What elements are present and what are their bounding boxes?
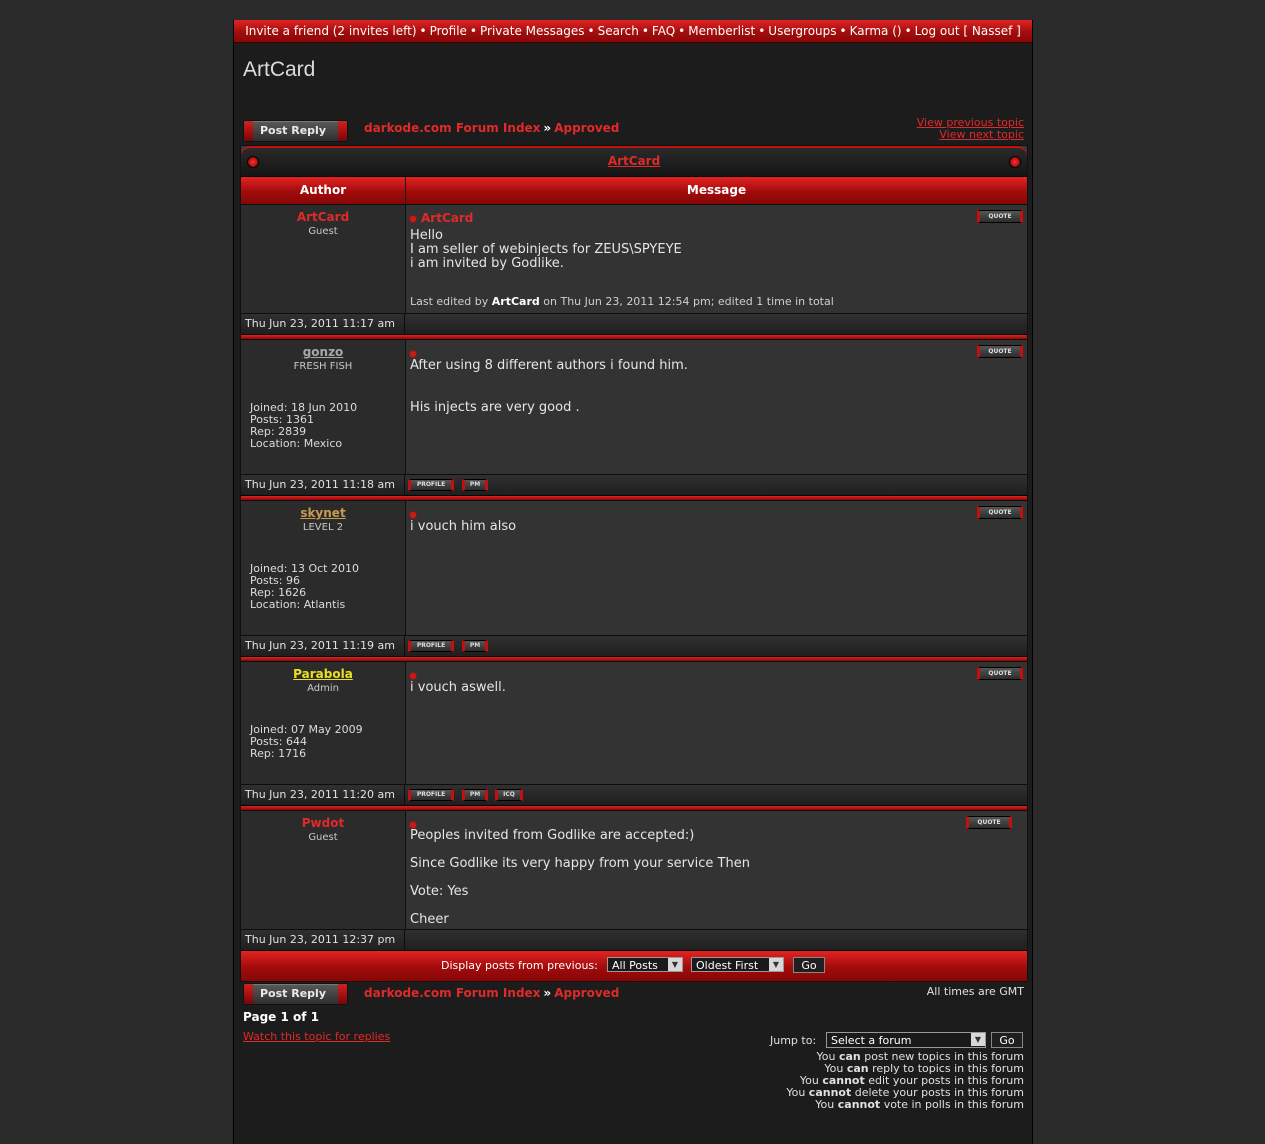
post-author-cell xyxy=(241,205,406,313)
nav-invite[interactable]: Invite a friend (2 invites left) xyxy=(245,24,417,38)
post-body: i vouch him also xyxy=(410,519,517,534)
post-bullet-icon xyxy=(410,351,416,357)
author-info: Joined: 18 Jun 2010 Posts: 1361 Rep: 2839 Location: Mexico xyxy=(250,401,358,450)
breadcrumb-index[interactable]: darkode.com Forum Index xyxy=(364,986,541,1000)
author-info: Joined: 13 Oct 2010 Posts: 96 Rep: 1626 Location: Atlantis xyxy=(250,562,359,611)
post-message-cell xyxy=(406,205,1027,313)
author-rank: FRESH FISH xyxy=(293,361,353,372)
post-message-cell xyxy=(406,811,1027,929)
post-message-cell xyxy=(406,662,1027,784)
page-info: Page 1 of 1 xyxy=(243,1010,319,1024)
quote-button[interactable]: QUOTE xyxy=(977,345,1023,358)
post-date: Thu Jun 23, 2011 11:18 am xyxy=(241,475,405,495)
post-date: Thu Jun 23, 2011 11:17 am xyxy=(241,314,405,334)
post-bullet-icon xyxy=(410,822,416,828)
author-name[interactable]: Parabola xyxy=(293,667,353,681)
icq-button[interactable]: ICQ xyxy=(495,789,523,801)
page-container xyxy=(233,20,1033,1144)
topic-table xyxy=(240,145,1028,982)
post-author-cell xyxy=(241,340,406,474)
post-date: Thu Jun 23, 2011 11:19 am xyxy=(241,636,405,656)
view-previous-topic-link[interactable]: View previous topic xyxy=(916,116,1024,129)
nav-logout[interactable]: Log out [ Nassef ] xyxy=(914,24,1021,38)
profile-button[interactable]: PROFILE xyxy=(408,479,454,491)
chevron-down-icon: ▼ xyxy=(971,1033,985,1046)
nav-memberlist[interactable]: Memberlist xyxy=(688,24,756,38)
post-author-cell xyxy=(241,811,406,929)
author-rank: Guest xyxy=(308,832,338,843)
breadcrumb-forum[interactable]: Approved xyxy=(554,986,620,1000)
post-row xyxy=(241,500,1027,635)
author-rank: Guest xyxy=(308,226,338,237)
quote-button[interactable]: QUOTE xyxy=(977,210,1023,223)
post-footer xyxy=(241,929,1027,950)
nav-search[interactable]: Search xyxy=(597,24,639,38)
author-rank: Admin xyxy=(307,683,339,694)
post-footer xyxy=(241,474,1027,495)
post-footer xyxy=(241,313,1027,334)
breadcrumb-index[interactable]: darkode.com Forum Index xyxy=(364,121,541,135)
pm-button[interactable]: PM xyxy=(462,640,488,652)
quote-button[interactable]: QUOTE xyxy=(977,506,1023,519)
post-row xyxy=(241,661,1027,784)
breadcrumb: darkode.com Forum Index » Approved xyxy=(364,121,620,135)
post-row xyxy=(241,339,1027,474)
profile-button[interactable]: PROFILE xyxy=(408,789,454,801)
topic-navigation xyxy=(917,117,1024,141)
post-body: Hello I am seller of webinjects for ZEUS\SPYEYE i am invited by Godlike. xyxy=(410,228,682,271)
author-name[interactable]: skynet xyxy=(300,506,346,520)
edited-note: Last edited by ArtCard on Thu Jun 23, 2011 12:54 pm; edited 1 time in total xyxy=(410,295,834,308)
post-footer xyxy=(241,635,1027,656)
bar-rivet-icon xyxy=(1009,156,1021,168)
watch-topic-link[interactable]: Watch this topic for replies xyxy=(243,1030,391,1043)
display-options-bar xyxy=(241,950,1027,981)
breadcrumb-forum[interactable]: Approved xyxy=(554,121,620,135)
profile-button[interactable]: PROFILE xyxy=(408,640,454,652)
pm-button[interactable]: PM xyxy=(462,789,488,801)
permission-line: You cannot edit your posts in this forum xyxy=(799,1074,1024,1087)
post-bullet-icon xyxy=(410,216,416,222)
nav-faq[interactable]: FAQ xyxy=(651,24,676,38)
author-info: Joined: 07 May 2009 Posts: 644 Rep: 1716 xyxy=(250,723,363,760)
sort-order-select[interactable]: Oldest First ▼ xyxy=(691,957,784,972)
top-navigation: Invite a friend (2 invites left) • Profile • Private Messages • Search • FAQ • Memberlist • Usergroups • Karma () • Log out [ Nassef ] xyxy=(234,20,1032,43)
chevron-down-icon: ▼ xyxy=(668,958,682,971)
post-footer xyxy=(241,784,1027,805)
page-title: ArtCard xyxy=(243,58,316,81)
display-go-button[interactable]: Go xyxy=(793,957,825,973)
topic-title-link[interactable]: ArtCard xyxy=(607,154,661,168)
post-body: After using 8 different authors i found him. His injects are very good . xyxy=(410,358,688,415)
post-body: i vouch aswell. xyxy=(410,680,506,695)
post-row xyxy=(241,810,1027,929)
quote-button[interactable]: QUOTE xyxy=(977,667,1023,680)
header-author: Author xyxy=(241,177,406,204)
nav-private-messages[interactable]: Private Messages xyxy=(480,24,585,38)
post-reply-button-bottom[interactable]: Post Reply xyxy=(243,983,348,1005)
quote-button[interactable]: QUOTE xyxy=(966,816,1012,829)
timezone-note: All times are GMT xyxy=(926,985,1024,998)
topic-title-bar xyxy=(241,146,1027,176)
view-next-topic-link[interactable]: View next topic xyxy=(939,128,1024,141)
post-row xyxy=(241,204,1027,313)
author-name[interactable]: ArtCard xyxy=(296,210,350,224)
jump-forum-select[interactable]: Select a forum ▼ xyxy=(826,1032,986,1048)
breadcrumb-bottom: darkode.com Forum Index » Approved xyxy=(364,986,620,1000)
author-rank: LEVEL 2 xyxy=(302,522,344,533)
header-message: Message xyxy=(686,183,747,197)
pm-button[interactable]: PM xyxy=(462,479,488,491)
post-title: ArtCard xyxy=(410,211,473,225)
post-author-cell xyxy=(241,662,406,784)
nav-usergroups[interactable]: Usergroups xyxy=(768,24,837,38)
jump-label: Jump to: xyxy=(770,1034,817,1047)
permission-line: You can reply to topics in this forum xyxy=(824,1062,1024,1075)
post-date: Thu Jun 23, 2011 11:20 am xyxy=(241,785,405,805)
author-name[interactable]: Pwdot xyxy=(301,816,345,830)
chevron-down-icon: ▼ xyxy=(769,958,783,971)
posts-range-select[interactable]: All Posts ▼ xyxy=(607,957,683,972)
post-author-cell xyxy=(241,501,406,635)
post-message-cell xyxy=(406,340,1027,474)
permission-line: You cannot vote in polls in this forum xyxy=(815,1098,1024,1111)
post-reply-button[interactable]: Post Reply xyxy=(243,120,348,142)
post-date: Thu Jun 23, 2011 12:37 pm xyxy=(241,930,405,950)
post-message-cell xyxy=(406,501,1027,635)
nav-profile[interactable]: Profile xyxy=(429,24,467,38)
watch-topic-link-wrap xyxy=(243,1030,390,1043)
table-header xyxy=(241,176,1027,204)
post-bullet-icon xyxy=(410,673,416,679)
post-bullet-icon xyxy=(410,512,416,518)
permission-line: You can post new topics in this forum xyxy=(816,1050,1024,1063)
bar-rivet-icon xyxy=(247,156,259,168)
author-name[interactable]: gonzo xyxy=(302,345,344,359)
jump-go-button[interactable]: Go xyxy=(991,1032,1023,1048)
permission-line: You cannot delete your posts in this forum xyxy=(786,1086,1024,1099)
post-body: Peoples invited from Godlike are accepted:) Since Godlike its very happy from your service Then Vote: Yes Cheer xyxy=(410,828,750,927)
nav-karma[interactable]: Karma () xyxy=(849,24,902,38)
forum-permissions xyxy=(786,1051,1024,1111)
display-posts-label: Display posts from previous: xyxy=(441,959,598,972)
